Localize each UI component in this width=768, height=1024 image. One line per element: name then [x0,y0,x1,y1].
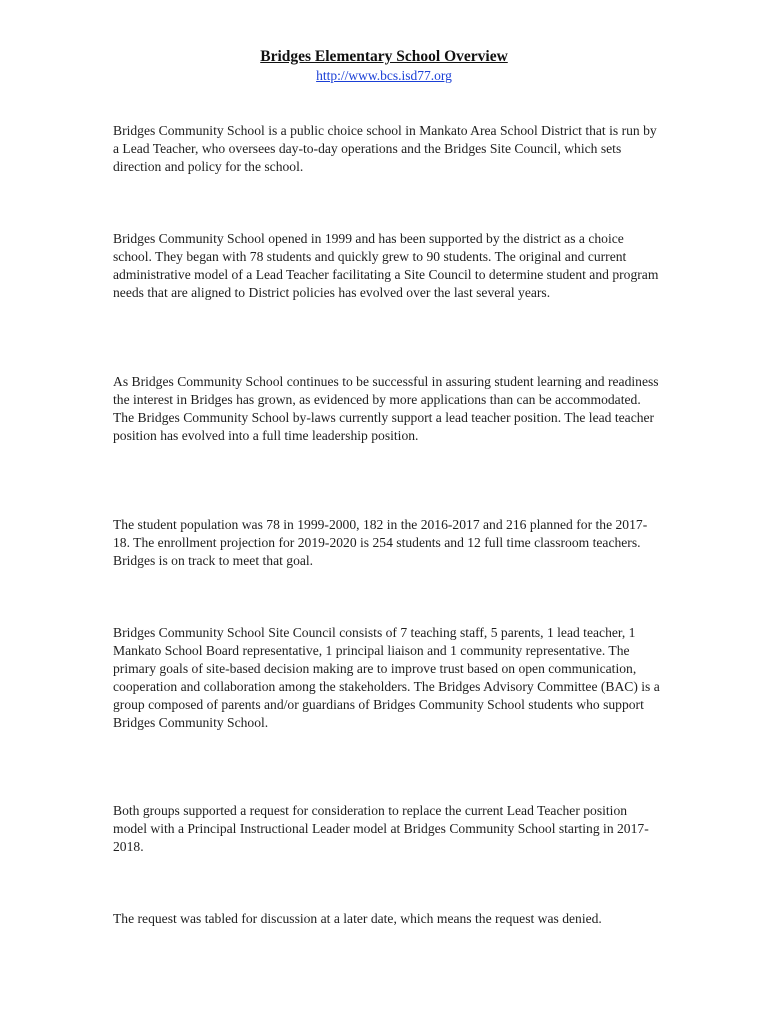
paragraph-enrollment: The student population was 78 in 1999-2000, 182 in the 2016-2017 and 216 planned for the 2017-18. The enrollment projection for 2019-2020 is 254 students and 12 full time classroom teachers. Bridges is on track to meet that goal. [113,517,648,568]
school-website-link[interactable]: http://www.bcs.isd77.org [316,68,452,83]
paragraph-site-council: Bridges Community School Site Council consists of 7 teaching staff, 5 parents, 1 lead teacher, 1 Mankato School Board representative, 1 principal liaison and 1 community representative. The primary goals of site-based decision making are to improve trust based on open communication, cooperation and collaboration among the stakeholders. The Bridges Advisory Committee (BAC) is a group composed of parents and/or guardians of Bridges Community School students who support Bridges Community School. [113,625,660,730]
paragraph-history: Bridges Community School opened in 1999 and has been supported by the district as a choice school. They began with 78 students and quickly grew to 90 students. The original and current administrative model of a Lead Teacher facilitating a Site Council to determine student and program needs that are aligned to District policies has evolved over the last several years. [113,231,659,300]
paragraph-outcome: The request was tabled for discussion at a later date, which means the request was denied. [113,911,602,926]
paragraph-request: Both groups supported a request for consideration to replace the current Lead Teacher position model with a Principal Instructional Leader model at Bridges Community School starting in 2017-2018. [113,803,649,854]
paragraph-school-overview: Bridges Community School is a public choice school in Mankato Area School District that is run by a Lead Teacher, who oversees day-to-day operations and the Bridges Site Council, which sets direction and policy for the school. [113,123,657,174]
paragraph-growth: As Bridges Community School continues to be successful in assuring student learning and readiness the interest in Bridges has grown, as evidenced by more applications than can be accommodated. The Bridges Community School by-laws currently support a lead teacher position. The lead teacher position has evolved into a full time leadership position. [113,374,659,443]
document-title: Bridges Elementary School Overview [260,48,508,65]
